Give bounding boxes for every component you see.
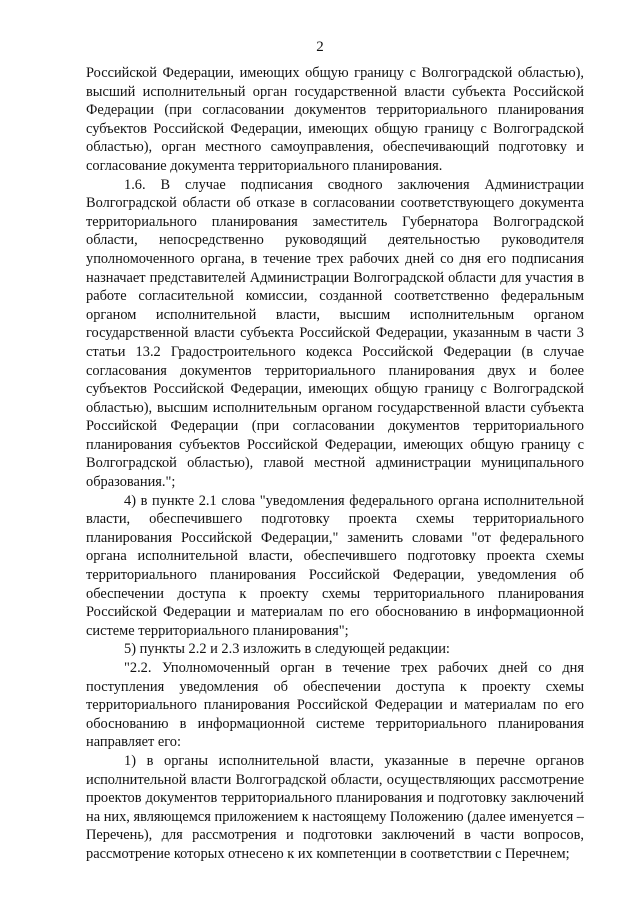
paragraph-subitem-1: 1) в органы исполнительной власти, указанные в перечне органов исполнительной власти Волгоградской области, осуществляющих рассмотрение проектов документов территориального планирования и подготовку заключений на них, являющемся приложением к настоящему Положению (далее именуется – Перечень), для рассмотрения и подготовки заключений в части вопросов, рассмотрение которых отнесено к их компетенции в соответствии с Перечнем;: [86, 752, 584, 862]
paragraph-amendment-5: 5) пункты 2.2 и 2.3 изложить в следующей редакции:: [124, 641, 450, 658]
document-body: [86, 64, 584, 864]
paragraph-item-2-2: "2.2. Уполномоченный орган в течение трех рабочих дней со дня поступления уведомления об обеспечении доступа к проекту схемы территориального планирования Российской Федерации и материалам по его обоснованию в информационной системе территориального планирования направляет его:: [86, 660, 584, 751]
paragraph-amendment-4: 4) в пункте 2.1 слова "уведомления федерального органа исполнительной власти, обеспечившего подготовку проекта схемы территориального планирования Российской Федерации," заменить словами "от федерального органа исполнительной власти, обеспечившего подготовку проекта схемы территориального планирования Российской Федерации, уведомления об обеспечении доступа к проекту схемы территориального планирования Российской Федерации и материалам по его обоснованию в информационной системе территориального планирования";: [86, 492, 584, 639]
paragraph-item-1-6: 1.6. В случае подписания сводного заключения Администрации Волгоградской области об отказе в согласовании соответствующего документа территориального планирования заместитель Губернатора Волгоградской области, непосредственно руководящий деятельностью руководителя уполномоченного органа, в течение трех рабочих дней со дня его подписания назначает представителей Администрации Волгоградской области для участия в работе согласительной комиссии, созданной соответственно федеральным органом исполнительной власти, высшим исполнительным органом государственной власти субъекта Российской Федерации, указанным в части 3 статьи 13.2 Градостроительного кодекса Российской Федерации (в случае согласования документов территориального планирования двух и более субъектов Российской Федерации, имеющих общую границу с Волгоградской областью), высшим исполнительным органом государственной власти субъекта Российской Федерации (при согласовании документов территориального планирования субъектов Российской Федерации, имеющих общую границу с Волгоградской областью), главой местной администрации муниципального образования.";: [86, 176, 584, 491]
page-number: 2: [316, 39, 324, 55]
paragraph-continuation: Российской Федерации, имеющих общую границу с Волгоградской областью), высший исполнительный орган государственной власти субъекта Российской Федерации (при согласовании документов территориального планирования субъектов Российской Федерации, имеющих общую границу с Волгоградской областью), орган местного самоуправления, обеспечивающий подготовку и согласование документа территориального планирования.: [86, 65, 584, 174]
